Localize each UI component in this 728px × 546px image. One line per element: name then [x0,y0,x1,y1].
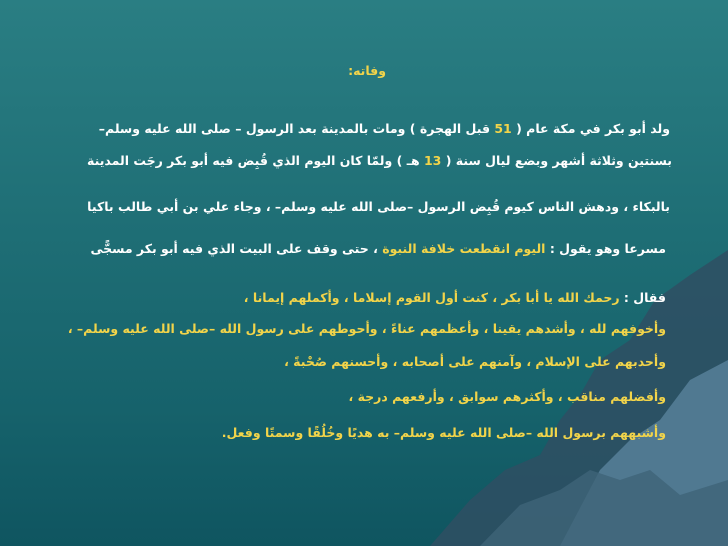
text-segment: مسرعا وهو يقول : [545,241,666,256]
text-segment: فقال : [619,290,666,305]
quote-segment: اليوم انقطعت خلافة النبوة [382,241,546,256]
text-line-6 [68,320,666,338]
text-segment: ، حتى وقف على البيت الذي فيه أبو بكر مسجًّى [90,241,383,256]
text-line-1 [99,120,670,138]
number-13: 13 [423,153,442,168]
text-line-9 [222,424,666,442]
text-segment: قبل الهجرة ) ومات بالمدينة بعد الرسول – صلى الله عليه وسلم– [98,121,495,136]
quote-segment: وأحدبهم على الإسلام ، وآمنهم على أصحابه ، وأحسنهم صُحْبةً ، [284,354,666,369]
text-segment: ولد أبو بكر في مكة عام ( [511,121,670,136]
text-line-8 [348,388,666,406]
text-line-3 [87,198,670,216]
slide-title: وفاته: [348,63,386,78]
text-line-5 [244,289,666,307]
text-line-2 [87,152,672,170]
quote-segment: وأشبههم برسول الله –صلى الله عليه وسلم– به هديًا وخُلُقًا وسمتًا وفعل. [221,425,666,440]
text-segment: بسنتين وثلاثة أشهر وبضع ليال سنة ( [441,153,672,168]
text-line-4 [90,240,666,258]
number-51: 51 [494,121,512,136]
text-line-7 [284,353,666,371]
quote-segment: وأفضلهم مناقب ، وأكثرهم سوابق ، وأرفعهم درجة ، [348,389,666,404]
text-segment: هـ ) ولمّا كان اليوم الذي قُبِض فيه أبو بكر رجَت المدينة [87,153,424,168]
quote-segment: وأخوفهم لله ، وأشدهم يقينا ، وأعظمهم عناءً ، وأحوطهم على رسول الله –صلى الله عليه وسلم– ، [67,321,666,336]
text-segment: بالبكاء ، ودهش الناس كيوم قُبِض الرسول –صلى الله عليه وسلم– ، وجاء علي بن أبي طالب باكيا [87,199,670,214]
quote-segment: رحمك الله يا أبا بكر ، كنت أول القوم إسلاما ، وأكملهم إيمانا ، [243,290,620,305]
